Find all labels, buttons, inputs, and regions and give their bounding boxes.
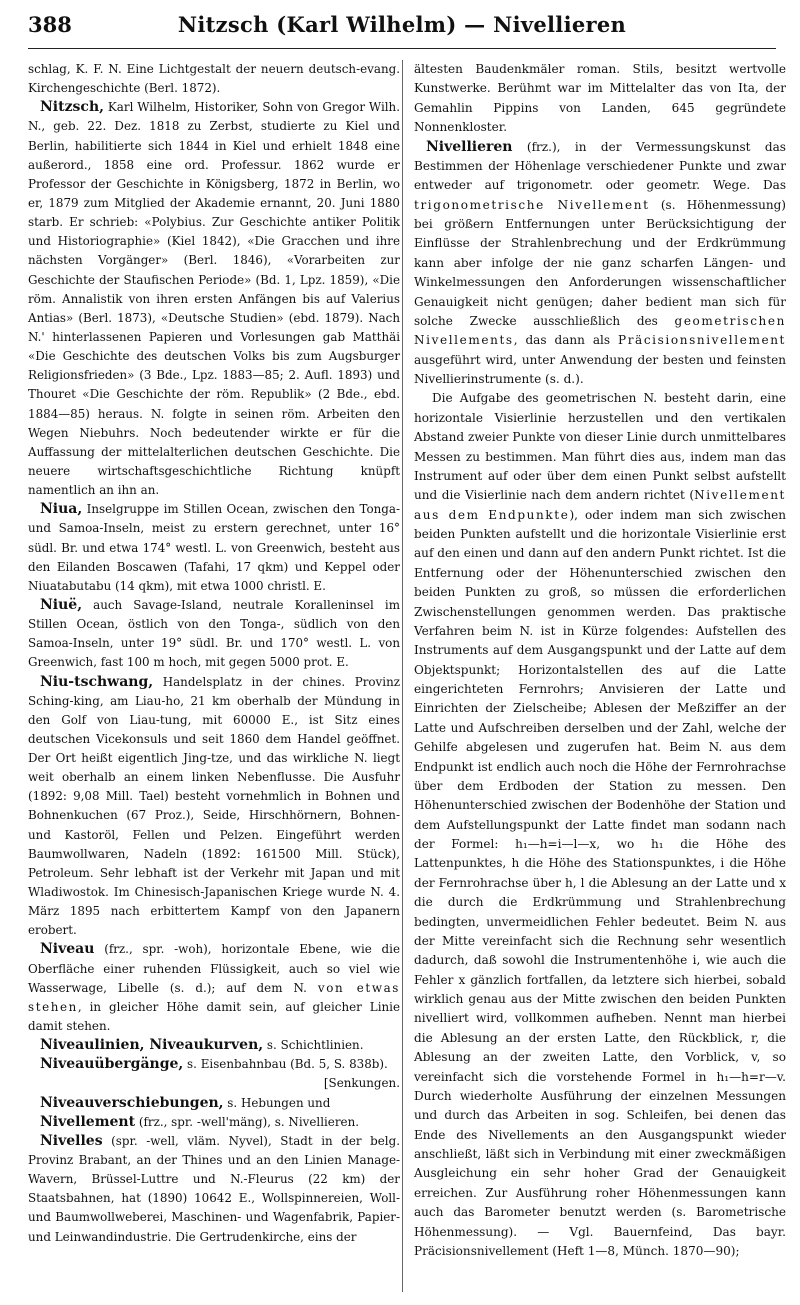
entry-text: (frz., spr. -woh), horizontale Ebene, wie die Oberfläche einer ruhenden Flüssigkeit, auch so viel wie Wasserwage, Libelle (s. d.); auf dem N. [28, 942, 400, 995]
lemma: Nivelles [40, 1132, 103, 1149]
entry-text: , das dann als [513, 333, 618, 348]
entry-text: Karl Wilhelm, Historiker, Sohn von Gregor Wilh. N., geb. 22. Dez. 1818 zu Zerbst, studierte zu Kiel und Berlin, habilitierte sich 1844 in Kiel und erhielt 1848 eine außerord., 1858 eine ord. Professur. 1862 wurde er Professor der Geschichte in Königsberg, 1872 in Berlin, wo er, 1879 zum Mitglied der Akademie ernannt, 20. Juni 1880 starb. Er schrieb: «Polybius. Zur Geschichte antiker Politik und Historiographie» (Kiel 1842), «Die Gracchen und ihre nächsten Vorgänger» (Berl. 1846), «Vorarbeiten zur Geschichte der Staufischen Periode» (Bd. 1, Lpz. 1859), «Die röm. Annalistik von ihren ersten Anfängen bis auf Valerius Antias» (Berl. 1873), «Deutsche Studien» (ebd. 1879). Nach N.' hinterlassenen Papieren und Vorlesungen gab Matthäi «Die Geschichte des deutschen Volks bis zum Augsburger Religionsfrieden» (3 Bde., Lpz. 1883—85; 2. Aufl. 1893) und Thouret «Die Geschichte der röm. Republik» (2 Bde., ebd. 1884—85) heraus. N. folgte in seinen röm. Arbeiten den Wegen Niebuhrs. Noch bedeutender wirkte er für die Auffassung der mittelalterlichen deutschen Geschichte. Die neuere wirtschaftsgeschichtliche Richtung knüpft namentlich an ihn an. [28, 100, 400, 498]
entry-nivellement [28, 1113, 400, 1132]
entry-nivelles [28, 1132, 400, 1247]
entry-text: (s. Höhenmessung) bei größern Entfernungen unter Berücksichtigung der Einflüsse der Strahlenbrechung und der Erdkrümmung kann aber infolge der nie ganz scharfen Längen- und Winkelmessungen den Anforderungen wissenschaftlicher Genauigkeit nicht genügen; daher bedient man sich für solche Zwecke ausschließlich des [414, 197, 786, 328]
entry-text: s. Schichtlinien. [263, 1038, 364, 1053]
entry-text: ausgeführt wird, unter Anwendung der besten und feinsten Nivellierinstrumente (s. d.). [414, 352, 786, 386]
entry-text: Die Aufgabe des geometrischen N. besteht darin, eine horizontale Visierlinie herzustellen und den vertikalen Abstand zweier Punkte von dieser Linie durch unmittelbares Messen zu bestimmen. Man führt dies aus, indem man das Instrument auf oder über dem einen Punkt selbst aufstellt und die Visierlinie nach dem andern richtet ( [414, 391, 786, 503]
page-number: 388 [28, 12, 72, 37]
entry-niutschwang [28, 673, 400, 941]
entry-niveauuebergaenge [28, 1055, 400, 1074]
lemma: Niu-tschwang, [40, 673, 154, 690]
entry-text: (frz.), in der Vermessungskunst das Bestimmen der Höhenlage verschiedener Punkte und zwar entweder auf trigonometr. oder geometr. Wege. Das [414, 139, 786, 193]
continued-entry: ältesten Baudenkmäler roman. Stils, besitzt wertvolle Kunstwerke. Berühmt war im Mittelalter das von Ita, der Gemahlin Pippins von Landen, 645 gegründete Nonnenkloster. [414, 62, 786, 135]
entry-nivellieren [414, 138, 786, 390]
spaced-phrase: Nivellement aus dem Endpunkte [414, 488, 786, 522]
entry-niue [28, 596, 400, 673]
entry-text: s. Hebungen und [223, 1095, 331, 1110]
lemma: Niveaulinien, Niveaukurven, [40, 1037, 264, 1054]
entry-text: auch Savage-Island, neutrale Koralleninsel im Stillen Ocean, östlich von den Tonga-, südlich von den Samoa-Inseln, unter 19° südl. Br. und 170° westl. L. von Greenwich, fast 100 m hoch, mit gegen 5000 prot. E. [28, 597, 400, 670]
entry-niveaulinien [28, 1036, 400, 1055]
lemma: Niveauverschiebungen, [40, 1094, 224, 1111]
entry-nitzsch [28, 98, 400, 500]
continued-entry: schlag, K. F. N. Eine Lichtgestalt der neuern deutsch-evang. Kirchengeschichte (Berl. 1872). [28, 62, 400, 96]
entry-text: ), oder indem man sich zwischen beiden Punkten aufstellt und die horizontale Visierlinie erst auf den einen und dann auf den andern Punkt richtet. Ist die Entfernung oder der Höhenunterschied zwischen den beiden Punkten zu groß, so müssen die erforderlichen Zwischenstellungen genommen werden. Das praktische Verfahren beim N. ist in Kürze folgendes: Aufstellen des Instruments auf dem Ausgangspunkt und der Latte auf dem Objektspunkt; Horizontalstellen des auf die Latte eingerichteten Fernrohrs; Anvisieren der Latte und Einrichten der Zielscheibe; Ablesen der Meßziffer an der Latte und Aufschreiben derselben und der Zahl, welche der Gehilfe abgelesen und zugerufen hat. Beim N. aus dem Endpunkt ist endlich auch noch die Höhe der Fernrohrachse über dem Erdboden der Station zu messen. Den Höhenunterschied zwischen der Bodenhöhe der Station und dem Aufstellungspunkt der Latte findet man sodann nach der Formel: h₁—h=i—l—x, wo h₁ die Höhe des Lattenpunktes, h die Höhe des Stationspunktes, i die Höhe der Fernrohrachse über h, l die Ablesung an der Latte und x die durch die Erdkrümmung und Strahlenbrechung bedingten, unvermeidlichen Fehler bedeutet. Beim N. aus der Mitte vereinfacht sich die Rechnung sehr wesentlich dadurch, daß sowohl die Instrumentenhöhe i, wie auch die Fehler x gänzlich fortfallen, da letztere sich hierbei, sobald wirklich genau aus der Mitte zwischen den beiden Punkten nivelliert wird, vollkommen aufheben. Nennt man hierbei die Ablesung an der ersten Latte, den Rückblick, r, die Ablesung an der zweiten Latte, den Vorblick, v, so vereinfacht sich die vorstehende Formel in h₁—h=r—v. Durch wiederholte Ausführung der einzelnen Messungen und durch das Arbeiten in sog. Schleifen, bei denen das Ende des Nivellements an den Ausgangspunkt wieder anschließt, läßt sich in Verbindung mit einer zweckmäßigen Ausgleichung ein sehr hoher Grad der Genauigkeit erreichen. Zur Ausführung roher Höhenmessungen kann auch das Barometer benutzt werden (s. Barometrische Höhenmessung). — Vgl. Bauernfeind, Das bayr. Präcisionsnivellement (Heft 1—8, Münch. 1870—90); [414, 507, 786, 1258]
lemma: Niua, [40, 501, 83, 518]
right-column [414, 60, 786, 1261]
carryover-senkungen: [Senkungen. [323, 1076, 400, 1091]
entry-text: , in gleicher Höhe damit sein, auf gleicher Linie damit stehen. [28, 999, 400, 1034]
left-column [28, 60, 400, 1247]
lemma: Nivellement [40, 1113, 136, 1130]
entry-niua [28, 500, 400, 596]
entry-text: (frz., spr. -well'mäng), s. Nivellieren. [135, 1114, 360, 1129]
entry-text: s. Eisenbahnbau (Bd. 5, S. 838b). [183, 1057, 388, 1072]
page-header [28, 12, 776, 44]
entry-text: (spr. -well, vläm. Nyvel), Stadt in der belg. Provinz Brabant, an der Thines und an den Linien Manage-Wavern, Brüssel-Luttre und N.-Fleurus (22 km) der Staatsbahnen, hat (1890) 10642 E., Wollspinnereien, Woll- und Baumwollweberei, Maschinen- und Wagenfabrik, Papier- und Leinwandindustrie. Die Gertrudenkirche, eins der [28, 1133, 400, 1244]
header-rule [28, 48, 776, 49]
lemma: Niveau [40, 941, 95, 958]
spaced-phrase: geometrischen Nivellements [414, 313, 786, 348]
spaced-phrase: Präcisionsnivellement [617, 333, 786, 348]
entry-niveauverschiebungen [28, 1094, 400, 1113]
column-divider [402, 60, 403, 1292]
lemma: Niveauübergänge, [40, 1056, 184, 1073]
running-title: Nitzsch (Karl Wilhelm) — Nivellieren [177, 12, 627, 37]
lemma: Nivellieren [426, 138, 513, 155]
lemma: Nitzsch, [40, 99, 104, 116]
entry-niveau [28, 940, 400, 1036]
spaced-phrase: trigonometrische Nivellement [414, 197, 650, 212]
entry-text: Handelsplatz in der chines. Provinz Sching-king, am Liau-ho, 21 km oberhalb der Mündung in den Golf von Liau-tung, mit 60000 E., ist Sitz eines deutschen Vicekonsuls und seit 1860 dem Handel geöffnet. Der Ort heißt eigentlich Jing-tze, und das wirkliche N. liegt weit oberhalb an einem linken Nebenflusse. Die Ausfuhr (1892: 9,08 Mill. Tael) besteht vornehmlich in Bohnen und Bohnenkuchen (67 Proz.), Seide, Hirschhörnern, Bohnen- und Kastoröl, Fellen und Pelzen. Eingeführt werden Baumwollwaren, Nadeln (1892: 161500 Mill. Stück), Petroleum. Sehr lebhaft ist der Verkehr mit Japan und mit Wladiwostok. Im Chinesisch-Japanischen Kriege wurde N. 4. März 1895 nach erbittertem Kampf von den Japanern erobert. [28, 674, 400, 938]
lemma: Niuë, [40, 596, 83, 613]
paragraph-geometric [414, 389, 786, 1261]
entry-text: Inselgruppe im Stillen Ocean, zwischen den Tonga- und Samoa-Inseln, meist zu erstern gerechnet, unter 16° südl. Br. und etwa 174° westl. L. von Greenwich, besteht aus den Eilanden Boscawen (Tafahi, 17 qkm) und Keppel oder Niuatabutabu (14 qkm), mit etwa 1000 christl. E. [28, 502, 400, 593]
spaced-phrase: von etwas stehen [28, 980, 400, 1014]
